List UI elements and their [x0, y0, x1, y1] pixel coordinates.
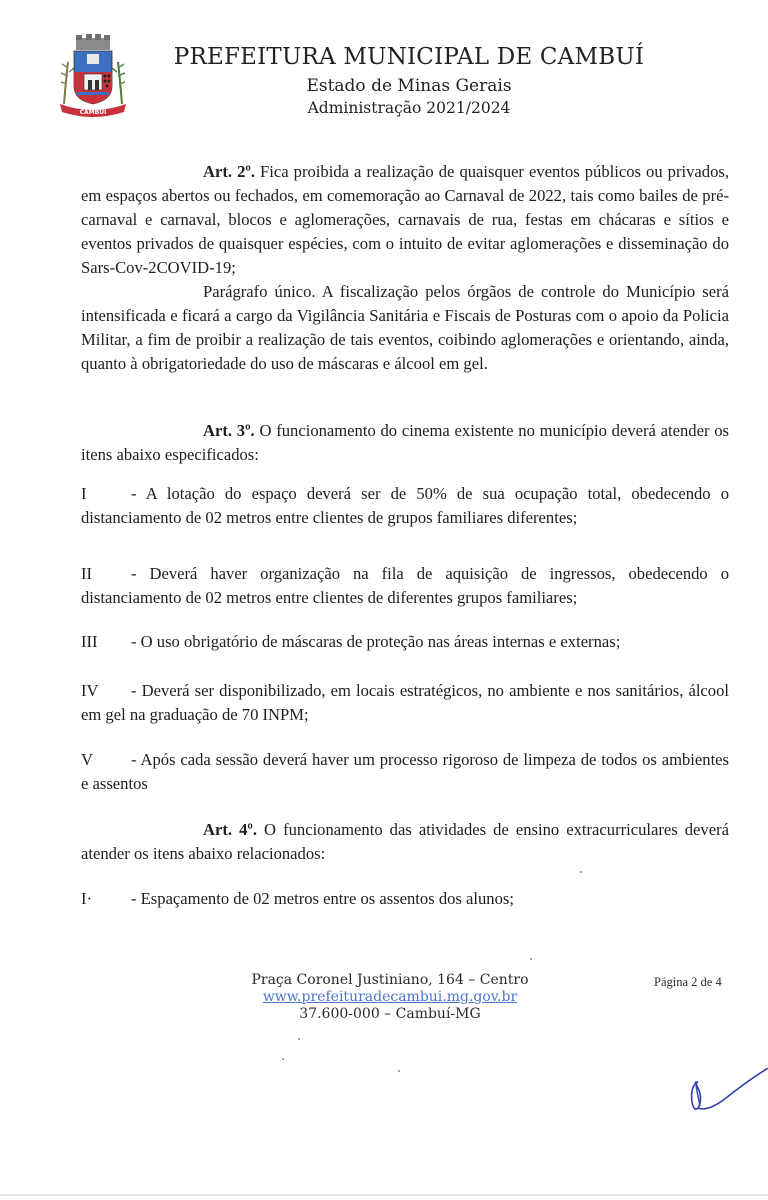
article-3-text: O funcionamento do cinema existente no município deverá atender os itens abaixo especificados: [81, 421, 729, 464]
scan-speck [298, 1038, 300, 1040]
svg-text:CAMBUÍ: CAMBUÍ [79, 109, 107, 116]
item-number: I· [81, 889, 93, 908]
page-indicator: Página 2 de 4 [654, 975, 722, 989]
article-3-item-3 [81, 630, 729, 654]
website-link[interactable]: www.prefeituradecambui.mg.gov.br [262, 989, 518, 1005]
item-text: - O uso obrigatório de máscaras de proteção nas áreas internas e externas; [131, 632, 621, 651]
administration-period: Administração 2021/2024 [307, 99, 511, 117]
scan-bottom-edge [0, 1194, 768, 1196]
item-text: - A lotação do espaço deverá ser de 50% de sua ocupação total, obedecendo o distanciamento de 02 metros entre clientes de grupos familiares diferentes; [81, 484, 729, 527]
article-3 [81, 419, 729, 467]
paragraph-single [81, 280, 729, 376]
article-4 [81, 818, 729, 866]
scan-speck [530, 958, 532, 960]
scan-speck [580, 871, 582, 873]
municipal-coat-of-arms-icon [56, 34, 130, 118]
item-number: II [81, 564, 93, 583]
item-number: III [81, 632, 98, 651]
article-4-label: Art. 4º. [203, 820, 257, 839]
article-2-text: Fica proibida a realização de quaisquer eventos públicos ou privados, em espaços abertos ou fechados, em comemoração ao Carnaval de 2022, tais como bailes de pré-carnaval e carnaval, blocos e aglomerações, carnavais de rua, festas em chácaras e sítios e eventos privados de quaisquer espécies, com o intuito de evitar aglomerações e disseminação do Sars-Cov-2COVID-19; [81, 162, 729, 277]
item-number: IV [81, 681, 99, 700]
scan-speck [282, 1058, 284, 1060]
article-3-item-4 [81, 679, 729, 727]
item-number: I [81, 484, 87, 503]
article-3-item-5 [81, 748, 729, 796]
handwritten-initial-signature-icon [670, 1068, 768, 1138]
footer-address: Praça Coronel Justiniano, 164 – Centro [251, 972, 529, 988]
item-number: V [81, 750, 93, 769]
article-3-item-2 [81, 562, 729, 610]
state-subtitle: Estado de Minas Gerais [306, 76, 512, 96]
article-3-label: Art. 3º. [203, 421, 255, 440]
municipality-title: PREFEITURA MUNICIPAL DE CAMBUÍ [173, 44, 645, 70]
footer-website[interactable] [230, 989, 550, 1006]
article-4-item-1 [81, 887, 729, 911]
item-text: - Deverá haver organização na fila de aquisição de ingressos, obedecendo o distanciamento de 02 metros entre clientes de diferentes grupos familiares; [81, 564, 729, 607]
paragraph-single-text: Parágrafo único. A fiscalização pelos órgãos de controle do Município será intensificada e ficará a cargo da Vigilância Sanitária e Fiscais de Posturas com o apoio da Policia Militar, a fim de proibir a realização de tais eventos, coibindo aglomerações e orientando, ainda, quanto à obrigatoriedade do uso de máscaras e álcool em gel. [81, 282, 729, 373]
article-3-item-1 [81, 482, 729, 530]
scan-speck [398, 1070, 400, 1072]
item-text: - Deverá ser disponibilizado, em locais estratégicos, no ambiente e nos sanitários, álcool em gel na graduação de 70 INPM; [81, 681, 729, 724]
item-text: - Após cada sessão deverá haver um processo rigoroso de limpeza de todos os ambientes e assentos [81, 750, 729, 793]
article-4-text: O funcionamento das atividades de ensino extracurriculares deverá atender os itens abaixo relacionados: [81, 820, 729, 863]
item-text: - Espaçamento de 02 metros entre os assentos dos alunos; [131, 889, 514, 908]
article-2-label: Art. 2º. [203, 162, 255, 181]
footer-zip-city: 37.600-000 – Cambuí-MG [299, 1006, 481, 1022]
article-2 [81, 160, 729, 280]
letterhead [0, 0, 768, 130]
